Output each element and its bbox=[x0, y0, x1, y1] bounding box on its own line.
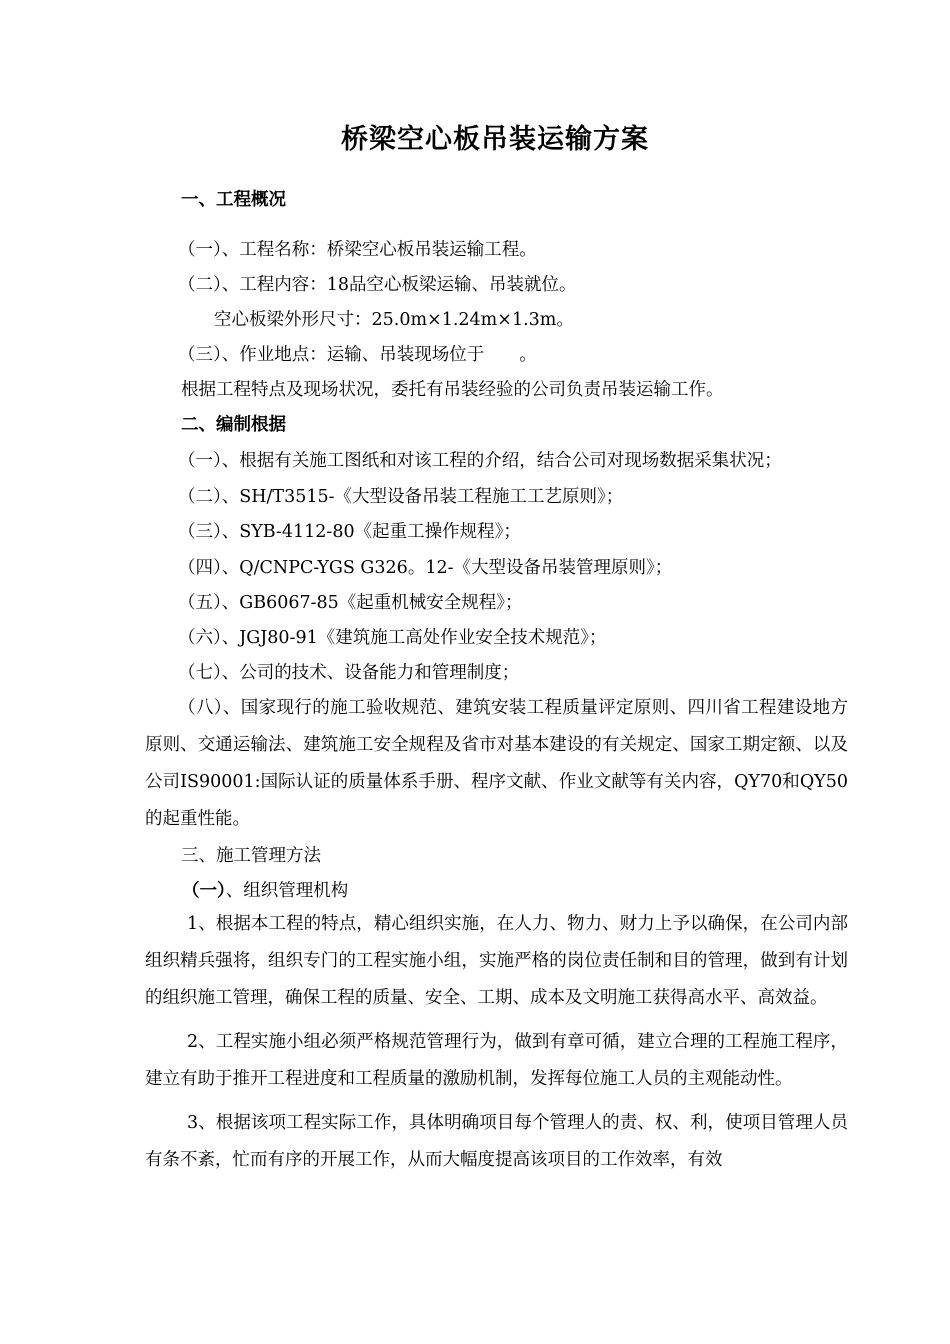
sec1-item-3: （三）、作业地点：运输、吊装现场位于 。 bbox=[178, 345, 537, 365]
sec3-para-1: 1、根据本工程的特点，精心组织实施，在人力、物力、财力上予以确保，在公司内部组织精兵强将，组织专门的工程实施小组，实施严格的岗位责任制和目的管理，做到有计划的组织施工管理，确保工程的质量、安全、工期、成本及文明施工获得高水平、高效益。 bbox=[145, 914, 848, 1008]
sec2-item-7: （七）、公司的技术、设备能力和管理制度； bbox=[178, 663, 520, 683]
sec3-subheading-1 bbox=[182, 879, 348, 903]
section-1-heading: 一、工程概况 bbox=[181, 190, 286, 210]
sec2-item-1: （一）、根据有关施工图纸和对该工程的介绍，结合公司对现场数据采集状况； bbox=[178, 451, 782, 471]
sec2-item-4: （四）、Q/CNPC-YGS G326。12-《大型设备吊装管理原则》； bbox=[178, 558, 673, 578]
sec3-sub1-text: 、组织管理机构 bbox=[225, 881, 349, 901]
sec3-paragraphs bbox=[145, 906, 848, 1179]
section-2-heading: 二、编制根据 bbox=[181, 415, 286, 435]
sec2-item-8-block bbox=[145, 690, 848, 838]
sec2-item-2: （二）、SH/T3515-《大型设备吊装工程施工工艺原则》； bbox=[178, 487, 624, 507]
sec1-item-1: （一）、工程名称：桥梁空心板吊装运输工程。 bbox=[178, 240, 537, 260]
sec1-item-2: （二）、工程内容：18品空心板梁运输、吊装就位。 bbox=[178, 275, 577, 295]
sec2-item-5: （五）、GB6067-85《起重机械安全规程》； bbox=[178, 593, 523, 613]
sec2-item-6: （六）、JGJ80-91《建筑施工高处作业安全技术规范》； bbox=[178, 628, 607, 648]
sec2-item-3: （三）、SYB-4112-80《起重工操作规程》； bbox=[178, 522, 521, 542]
sec1-item-dimensions: 空心板梁外形尺寸：25.0m×1.24m×1.3m。 bbox=[214, 310, 574, 330]
sec2-item-8: （八）、国家现行的施工验收规范、建筑安装工程质量评定原则、四川省工程建设地方原则、交通运输法、建筑施工安全规程及省市对基本建设的有关规定、国家工期定额、以及公司IS90001:国际认证的质量体系手册、程序文献、作业文献等有关内容，QY70和QY50的起重性能。 bbox=[145, 698, 848, 829]
sec1-summary: 根据工程特点及现场状况，委托有吊装经验的公司负责吊装运输工作。 bbox=[181, 380, 724, 400]
sec3-para-2: 2、工程实施小组必须严格规范管理行为，做到有章可循，建立合理的工程施工程序，建立有助于推开工程进度和工程质量的激励机制，发挥每位施工人员的主观能动性。 bbox=[145, 1032, 848, 1089]
document-title: 桥梁空心板吊装运输方案 bbox=[341, 124, 649, 155]
section-3-heading: 三、施工管理方法 bbox=[181, 846, 321, 866]
sec3-para-3: 3、根据该项工程实际工作，具体明确项目每个管理人的责、权、利，使项目管理人员有条不紊，忙而有序的开展工作，从而大幅度提高该项目的工作效率，有效 bbox=[145, 1113, 848, 1170]
sec3-sub1-label: （一） bbox=[182, 881, 226, 901]
